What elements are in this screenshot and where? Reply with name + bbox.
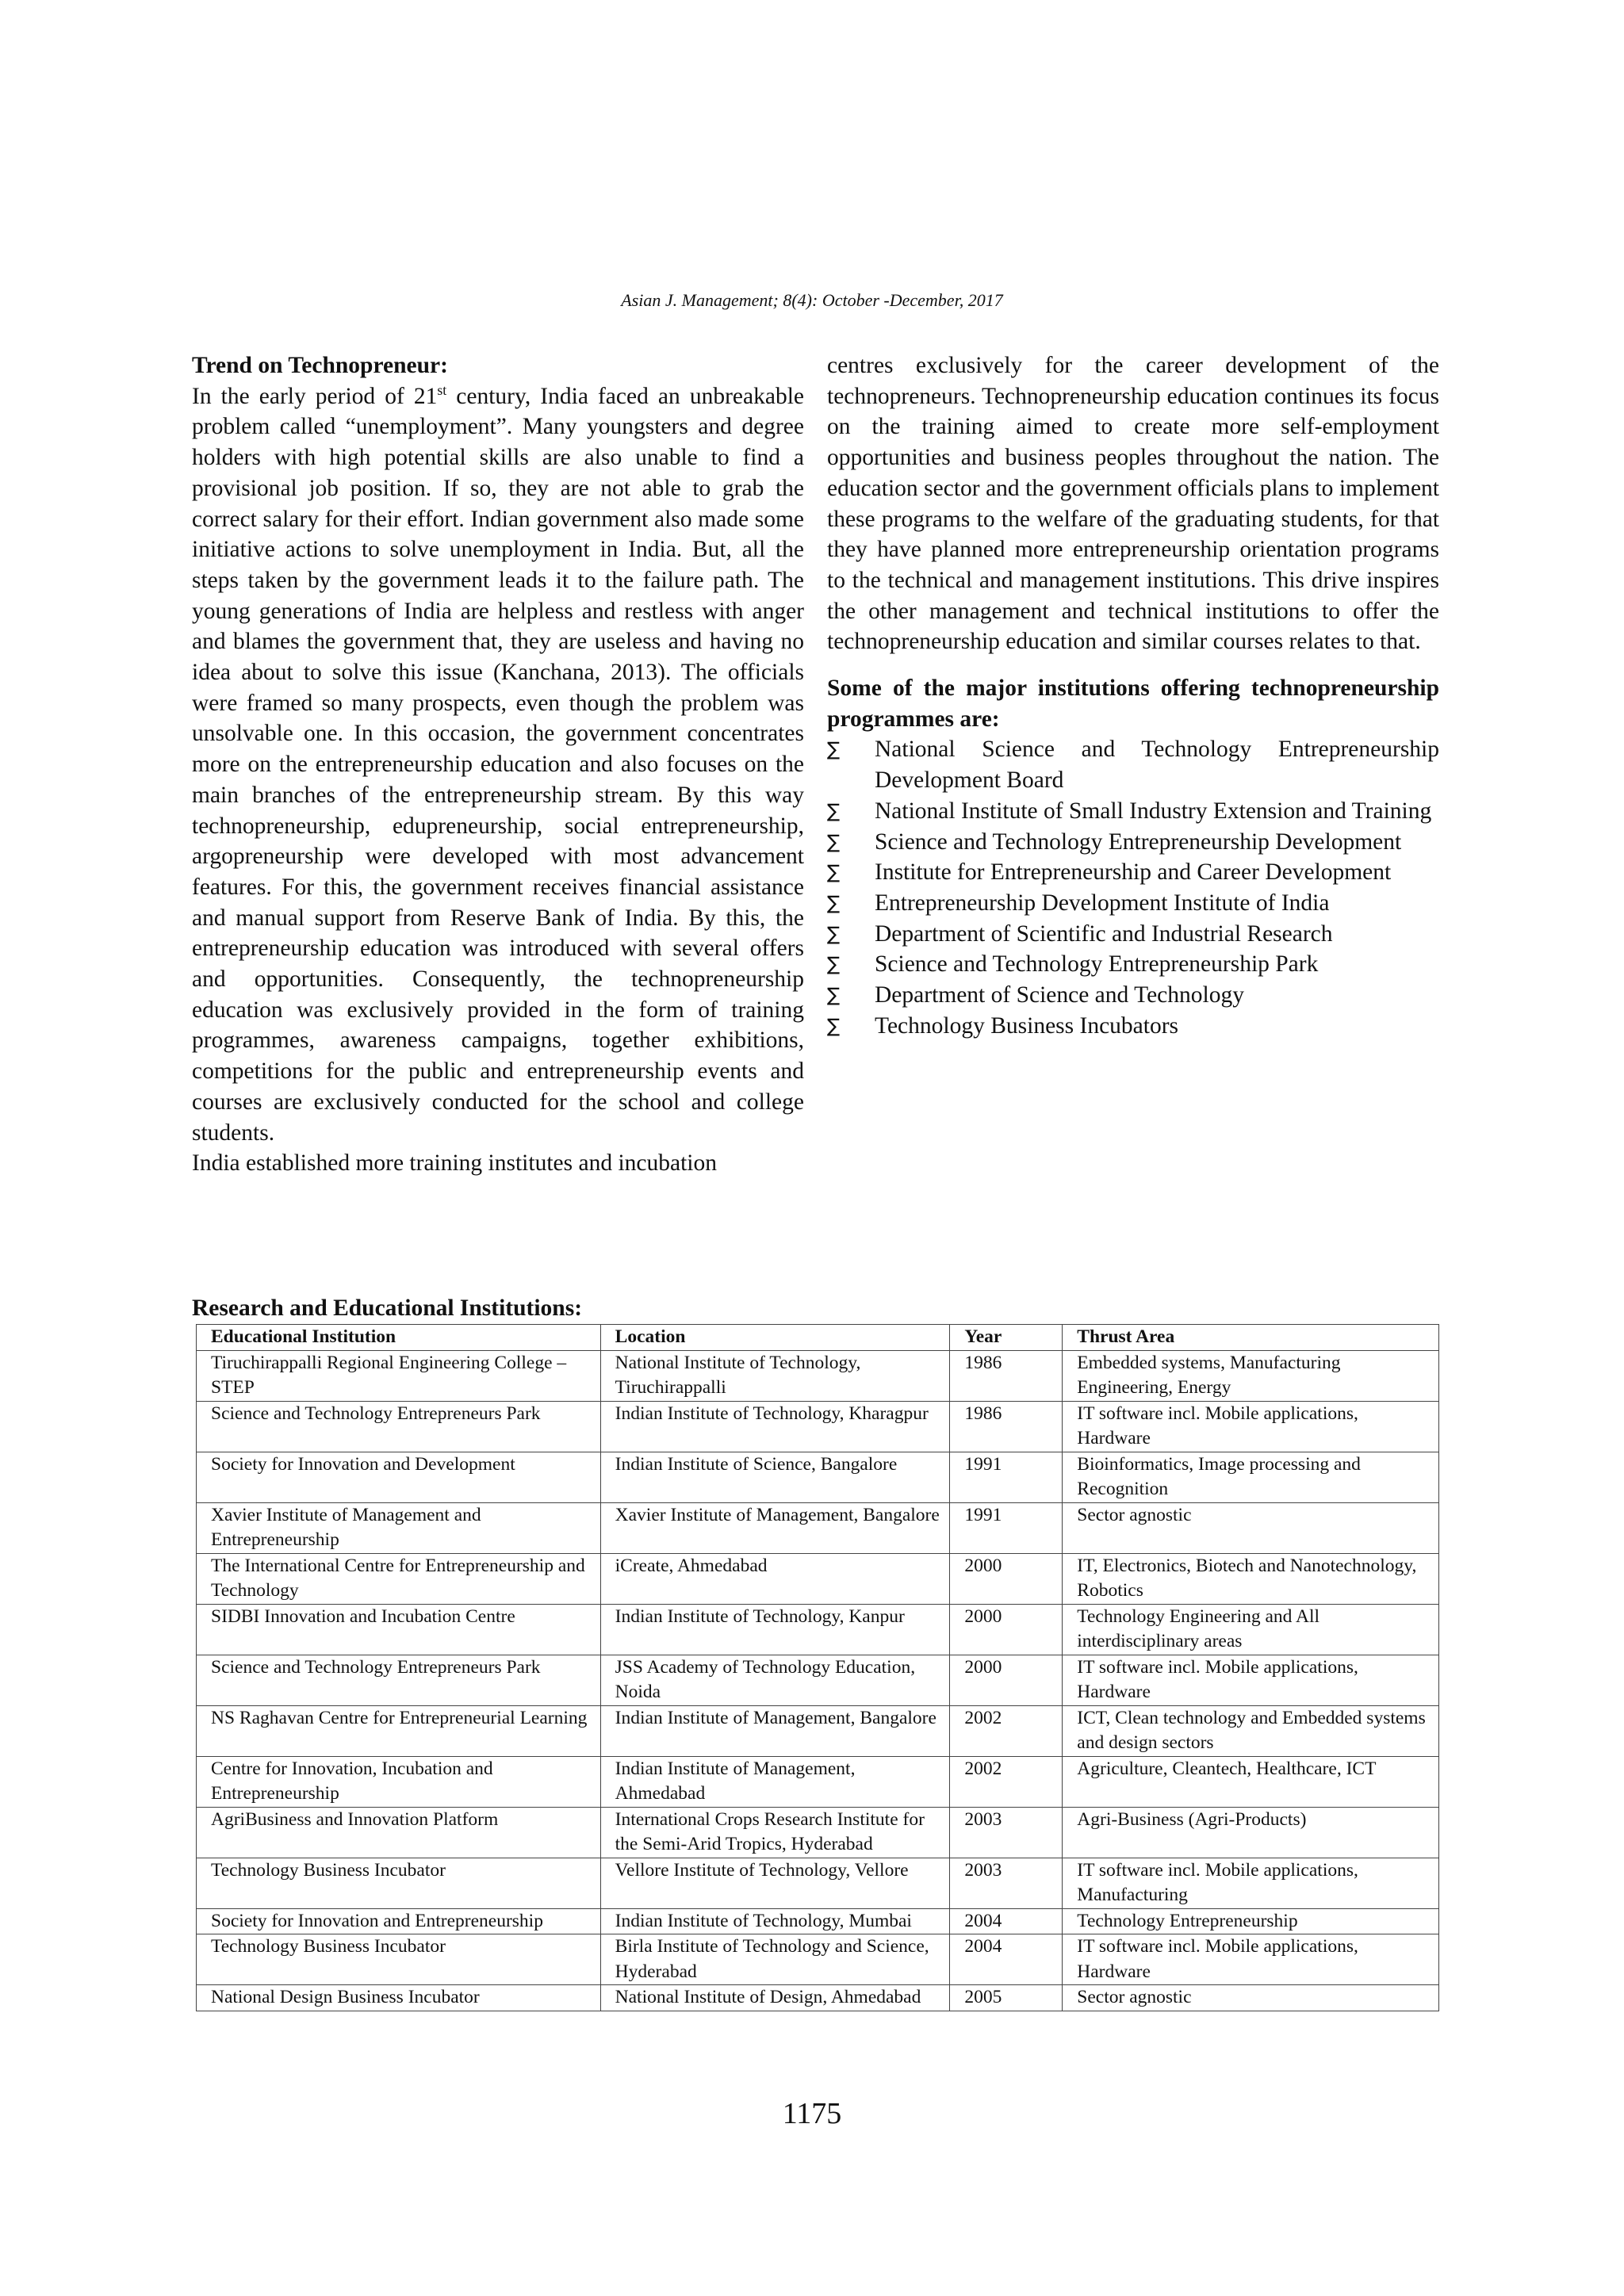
table-row [197,1452,1439,1502]
superscript: st [437,381,447,398]
table-cell: 2004 [950,1908,1063,1934]
list-item-text: Science and Technology Entrepreneurship Park [875,951,1319,978]
institutions-list [827,734,1439,1041]
table-cell: Indian Institute of Management, Ahmedabad [600,1756,950,1807]
table-cell: Bioinformatics, Image processing and Recognition [1063,1452,1439,1502]
table-row [197,1705,1439,1756]
sigma-bullet-icon: ∑ [827,922,841,945]
table-row [197,1350,1439,1401]
list-item-text: Institute for Entrepreneurship and Career Development [875,859,1392,886]
table-cell: 2000 [950,1553,1063,1604]
table-cell: 2003 [950,1858,1063,1908]
table-cell: Science and Technology Entrepreneurs Park [197,1401,601,1452]
table-cell: 1986 [950,1401,1063,1452]
list-item-text: Technology Business Incubators [875,1012,1179,1039]
table-row [197,1756,1439,1807]
table-row [197,1908,1439,1934]
table-row [197,1807,1439,1858]
table-cell: IT software incl. Mobile applications, Hardware [1063,1934,1439,1985]
sigma-bullet-icon: ∑ [827,799,841,822]
table-cell: NS Raghavan Centre for Entrepreneurial Learning [197,1705,601,1756]
table-cell: National Design Business Incubator [197,1985,601,2011]
paragraph-text: In the early period of 21 [192,383,438,409]
table-cell: Xavier Institute of Management, Bangalore [600,1502,950,1553]
list-item [827,827,1439,858]
table-title: Research and Educational Institutions: [192,1295,583,1321]
list-item [827,857,1439,888]
table-row [197,1502,1439,1553]
list-item-text: Entrepreneurship Development Institute of India [875,890,1330,916]
table-cell: 2002 [950,1756,1063,1807]
body-paragraph: India established more training institutes and incubation [192,1150,717,1177]
list-item [827,1011,1439,1042]
sigma-bullet-icon: ∑ [827,891,841,914]
table-cell: National Institute of Design, Ahmedabad [600,1985,950,2011]
table-cell: 1991 [950,1502,1063,1553]
table-cell: The International Centre for Entrepreneurship and Technology [197,1553,601,1604]
table-cell: Society for Innovation and Entrepreneurship [197,1908,601,1934]
institutions-heading: Some of the major institutions offering technopreneurship programmes are: [827,675,1439,732]
sigma-bullet-icon: ∑ [827,953,841,976]
list-item [827,796,1439,827]
journal-header: Asian J. Management; 8(4): October -December, 2017 [621,290,1003,310]
table-cell: International Crops Research Institute for the Semi-Arid Tropics, Hyderabad [600,1807,950,1858]
list-item [827,888,1439,919]
table-cell: Birla Institute of Technology and Science, Hyderabad [600,1934,950,1985]
table-row [197,1553,1439,1604]
right-column [827,350,1439,1041]
table-cell: ICT, Clean technology and Embedded systems and design sectors [1063,1705,1439,1756]
column-header: Educational Institution [197,1325,601,1351]
table-row [197,1604,1439,1655]
list-item-text: Department of Scientific and Industrial Research [875,920,1333,947]
table-cell: 2003 [950,1807,1063,1858]
table-cell: 2005 [950,1985,1063,2011]
table-cell: 1986 [950,1350,1063,1401]
table-cell: Indian Institute of Technology, Kanpur [600,1604,950,1655]
table-cell: AgriBusiness and Innovation Platform [197,1807,601,1858]
sigma-bullet-icon: ∑ [827,984,841,1007]
table-cell: iCreate, Ahmedabad [600,1553,950,1604]
table-row [197,1934,1439,1985]
table-cell: Agriculture, Cleantech, Healthcare, ICT [1063,1756,1439,1807]
table-cell: Technology Business Incubator [197,1934,601,1985]
section-heading: Trend on Technopreneur: [192,353,448,378]
list-item-text: National Institute of Small Industry Extension and Training [875,798,1432,824]
table-row [197,1858,1439,1908]
table-cell: Indian Institute of Science, Bangalore [600,1452,950,1502]
table-row [197,1655,1439,1705]
sigma-bullet-icon: ∑ [827,1014,841,1037]
column-header: Thrust Area [1063,1325,1439,1351]
table-cell: Agri-Business (Agri-Products) [1063,1807,1439,1858]
sigma-bullet-icon: ∑ [827,861,841,884]
table-cell: IT, Electronics, Biotech and Nanotechnology, Robotics [1063,1553,1439,1604]
institutions-table [196,1324,1439,2011]
table-cell: Xavier Institute of Management and Entrepreneurship [197,1502,601,1553]
column-header: Year [950,1325,1063,1351]
table-cell: Centre for Innovation, Incubation and Entrepreneurship [197,1756,601,1807]
sigma-bullet-icon: ∑ [827,830,841,853]
table-cell: Indian Institute of Management, Bangalore [600,1705,950,1756]
table-cell: Science and Technology Entrepreneurs Park [197,1655,601,1705]
list-item [827,919,1439,950]
table-cell: Sector agnostic [1063,1985,1439,2011]
table-cell: IT software incl. Mobile applications, Hardware [1063,1655,1439,1705]
left-column [192,350,804,1179]
table-cell: 2000 [950,1655,1063,1705]
table-cell: 2002 [950,1705,1063,1756]
table-cell: National Institute of Technology, Tiruchirappalli [600,1350,950,1401]
table-row [197,1985,1439,2011]
table-header-row [197,1325,1439,1351]
list-item-text: National Science and Technology Entrepreneurship Development Board [875,737,1439,794]
table-cell: 2000 [950,1604,1063,1655]
body-paragraph [192,381,804,1149]
table-cell: Embedded systems, Manufacturing Engineering, Energy [1063,1350,1439,1401]
body-paragraph: centres exclusively for the career development of the technopreneurs. Technopreneurship education continues its focus on the training aimed to create more self-employment opportunities and business peoples throughout the nation. The education sector and the government officials plans to implement these programs to the welfare of the graduating students, for that they have planned more entrepreneurship orientation programs to the technical and management institutions. This drive inspires the other management and technical institutions to offer the technopreneurship education and similar courses relates to that. [827,353,1439,655]
table-cell: JSS Academy of Technology Education, Noida [600,1655,950,1705]
page-number: 1175 [782,2097,842,2130]
table-cell: Indian Institute of Technology, Mumbai [600,1908,950,1934]
table-cell: Technology Engineering and All interdisciplinary areas [1063,1604,1439,1655]
table-cell: Tiruchirappalli Regional Engineering College –STEP [197,1350,601,1401]
table-cell: Sector agnostic [1063,1502,1439,1553]
table-cell: IT software incl. Mobile applications, Manufacturing [1063,1858,1439,1908]
paragraph-text: century, India faced an unbreakable problem called “unemployment”. Many youngsters and degree holders with high potential skills are also unable to find a provisional job position. If so, they are not able to grab the correct salary for their effort. Indian government also made some initiative actions to solve unemployment in India. But, all the steps taken by the government leads it to the failure path. The young generations of India are helpless and restless with anger and blames the government that, they are useless and having no idea about to solve this issue (Kanchana, 2013). The officials were framed so many prospects, even though the problem was unsolvable one. In this occasion, the government concentrates more on the entrepreneurship education and also focuses on the main branches of the entrepreneurship stream. By this way technopreneurship, edupreneurship, social entrepreneurship, argopreneurship were developed with most advancement features. For this, the government receives financial assistance and manual support from Reserve Bank of India. By this, the entrepreneurship education was introduced with several offers and opportunities. Consequently, the technopreneurship education was exclusively provided in the form of training programmes, awareness campaigns, together exhibitions, competitions for the public and entrepreneurship events and courses are exclusively conducted for the school and college students. [192,383,804,1146]
table-cell: SIDBI Innovation and Incubation Centre [197,1604,601,1655]
list-item-text: Department of Science and Technology [875,982,1244,1008]
table-cell: Society for Innovation and Development [197,1452,601,1502]
list-item [827,734,1439,795]
list-item-text: Science and Technology Entrepreneurship Development [875,828,1402,855]
table-row [197,1401,1439,1452]
table-cell: Technology Entrepreneurship [1063,1908,1439,1934]
table-cell: 2004 [950,1934,1063,1985]
list-item [827,949,1439,980]
table-cell: Technology Business Incubator [197,1858,601,1908]
table-cell: Vellore Institute of Technology, Vellore [600,1858,950,1908]
column-header: Location [600,1325,950,1351]
list-item [827,980,1439,1011]
sigma-bullet-icon: ∑ [827,738,841,761]
table-cell: IT software incl. Mobile applications, Hardware [1063,1401,1439,1452]
table-cell: 1991 [950,1452,1063,1502]
table-cell: Indian Institute of Technology, Kharagpur [600,1401,950,1452]
